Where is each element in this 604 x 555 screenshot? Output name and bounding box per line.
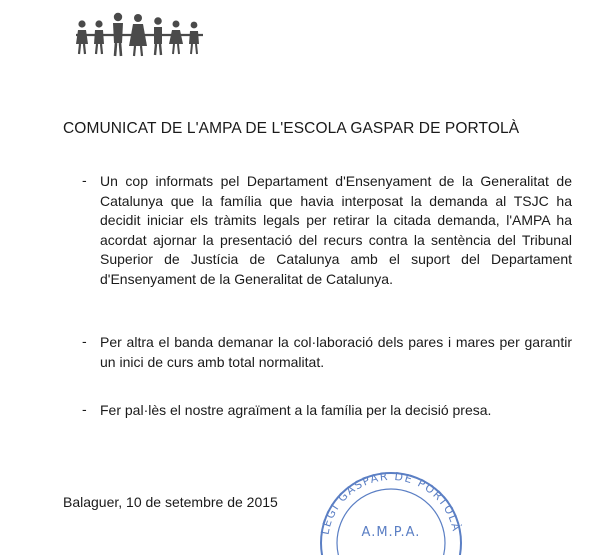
stamp-ring-text: LEGI GASPAR DE PORTOLÀ xyxy=(318,469,464,536)
stamp-center-text: A.M.P.A. xyxy=(361,525,421,540)
bullet-dash: - xyxy=(82,333,87,349)
bullet-dash: - xyxy=(82,401,87,417)
family-holding-hands-icon xyxy=(72,10,207,58)
paragraph-text: Per altra el banda demanar la col·laboració dels pares i mares per garantir un inici de curs amb total normalitat. xyxy=(100,334,572,370)
paragraph-text: Fer pal·lès el nostre agraïment a la família per la decisió presa. xyxy=(100,402,492,418)
date-line: Balaguer, 10 de setembre de 2015 xyxy=(63,494,278,510)
ampa-stamp-seal xyxy=(316,455,466,555)
paragraph-text: Un cop informats pel Departament d'Ensenyament de la Generalitat de Catalunya que la família que havia interposat la demanda al TSJC ha decidit iniciar els tràmits legals per retirar la citada demanda, l'AMPA ha acordat ajornar la presentació del recurs contra la sentència del Tribunal Superior de Justícia de Catalunya amb el suport del Departament d'Ensenyament de la Generalitat de Catalunya. xyxy=(100,173,572,287)
document-title: COMUNICAT DE L'AMPA DE L'ESCOLA GASPAR DE PORTOLÀ xyxy=(63,120,520,137)
bullet-dash: - xyxy=(82,172,87,188)
